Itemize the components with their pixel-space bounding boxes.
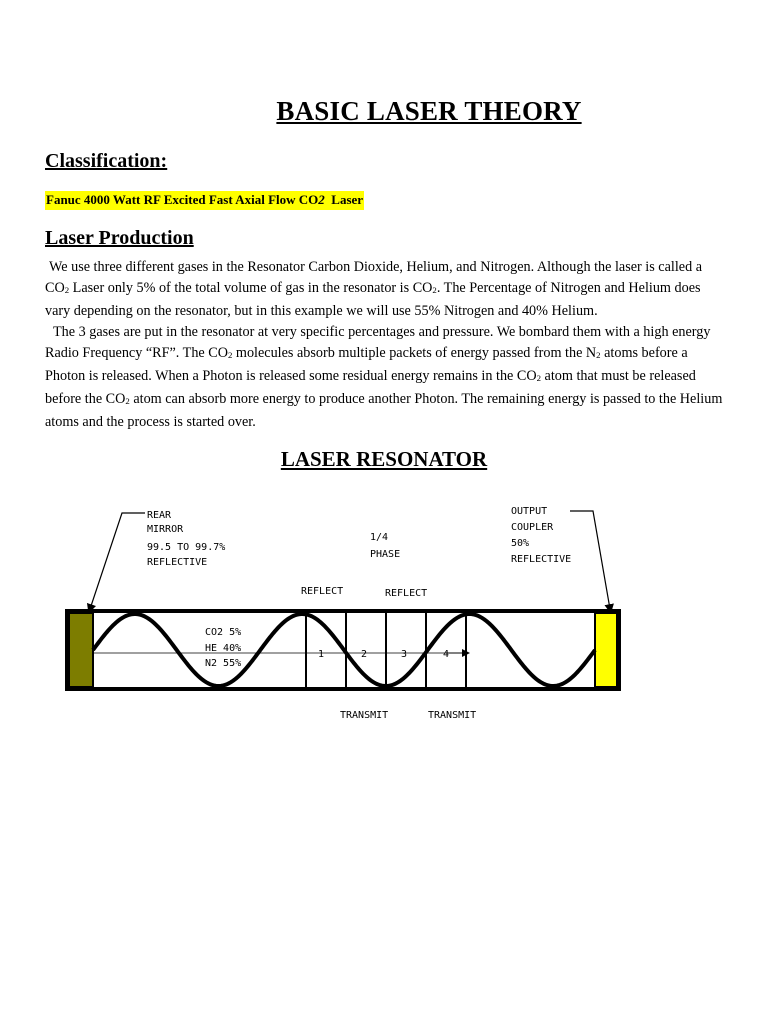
segment-number: 4 (443, 649, 450, 660)
document-title: BASIC LASER THEORY (276, 96, 582, 126)
p1-text-b: Laser only 5% of the total volume of gas in the resonator is CO (69, 280, 433, 296)
rear-mirror (69, 613, 93, 687)
classification-heading: Classification: (45, 150, 168, 172)
classification-suffix: Laser (324, 192, 364, 207)
reflect-label: REFLECT (385, 588, 428, 599)
segment-number: 1 (318, 649, 325, 660)
p2-sub-c: 2 (536, 373, 541, 383)
rear-mirror-label: REAR MIRROR 99.5 TO 99.7% REFLECTIVE (147, 510, 226, 568)
laser-resonator-heading: LASER RESONATOR (280, 447, 488, 471)
gas-mix-label: CO2 5% HE 40% N2 55% (205, 627, 242, 669)
phase-label: 1/4 PHASE (370, 532, 401, 560)
transmit-label: TRANSMIT (340, 710, 389, 721)
p1-sub-b: 2 (432, 285, 437, 295)
p2-text-d: atom that must be released before the CO (45, 368, 696, 407)
laser-production-heading: Laser Production (45, 227, 194, 249)
p1-text-a: We use three different gases in the Resonator Carbon Dioxide, Helium, and Nitrogen. Although the laser is called a CO (45, 259, 703, 296)
p2-text-e: atom can absorb more energy to produce another Photon. The remaining energy is passed to the Helium atoms and the process is started over. (45, 391, 723, 430)
p2-sub-b: 2 (596, 350, 601, 360)
classification-text: Fanuc 4000 Watt RF Excited Fast Axial Flow CO (46, 192, 319, 207)
p2-sub-d: 2 (125, 396, 130, 406)
p2-text-b: molecules absorb multiple packets of energy passed from the N (232, 345, 597, 361)
standing-wave (93, 614, 595, 686)
p2-text-c: atoms before a Photon is released. When a Photon is released some residual energy remains in the CO (45, 345, 688, 384)
segment-number: 3 (401, 649, 408, 660)
segment-number: 2 (361, 649, 368, 660)
output-coupler-callout (570, 511, 610, 609)
output-coupler (595, 613, 617, 687)
p1-sub-a: 2 (64, 285, 70, 295)
transmit-label: TRANSMIT (428, 710, 477, 721)
p1-text-c: . The Percentage of Nitrogen and Helium does vary depending on the resonator, but in this example we will use 55% Nitrogen and 40% Helium. (45, 280, 701, 319)
output-coupler-label: OUTPUT COUPLER 50% REFLECTIVE (511, 506, 572, 565)
rear-mirror-callout (90, 513, 145, 609)
p2-sub-a: 2 (227, 350, 233, 360)
classification-subscript: 2 (318, 192, 325, 207)
reflect-label: REFLECT (301, 586, 344, 597)
p2-text-a: The 3 gases are put in the resonator at very specific percentages and pressure. We bombard them with a high energy Radio Frequency “RF”. The CO (45, 324, 711, 361)
